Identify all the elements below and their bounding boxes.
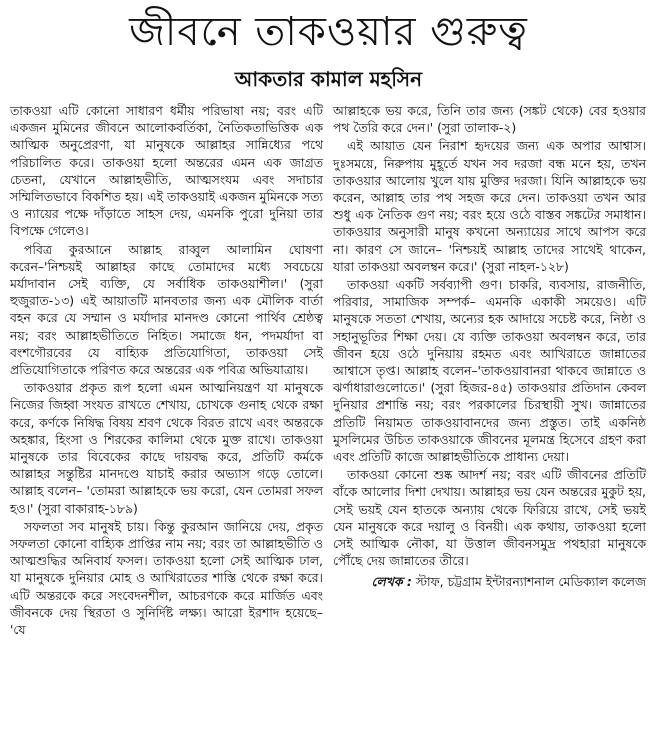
paragraph: তাকওয়া এটি কোনো সাধারণ ধর্মীয় পরিভাষা নয়; বরং এটি একজন মুমিনের জীবনে আলোকবর্তিকা, নৈতিকতাভিত্তিক এক আত্মিক অনুপ্রেরণা, যা মানুষকে আল্লাহর সান্নিধ্যের পথে পরিচালিত করে। তাকওয়া হলো অন্তরের এমন এক জাগ্রত চেতনা, যেখানে আল্লাহভীতি, আত্মসংযম এবং সদাচার সম্মিলিতভাবে বিকশিত হয়। এই তাকওয়াই একজন মুমিনকে সত্য ও ন্যায়ের পক্ষে দাঁড়াতে সাহস দেয়, এমনকি পুরো দুনিয়া তার বিপক্ষে গেলেও। (10, 103, 323, 239)
paragraph: আল্লাহকে ভয় করে, তিনি তার জন্য (সঙ্কট থেকে) বের হওয়ার পথ তৈরি করে দেন।' (সুরা তালাক-২) (333, 103, 646, 136)
paragraph: এই আয়াত যেন নিরাশ হৃদয়ের জন্য এক অপার আশ্বাস। দুঃসময়ে, নিরুপায় মুহূর্তে যখন সব দরজা বন্ধ মনে হয়, তখন তাকওয়ার আলোয় খুলে যায় মুক্তির দরজা। যিনি আল্লাহকে ভয় করেন, আল্লাহ তার পথ সহজ করে দেন। তাকওয়া তখন আর শুধু এক নৈতিক গুণ নয়; বরং হয়ে ওঠে বাস্তব সঙ্কটের সমাধান। তাকওয়ার অনুসারী মানুষ কখনো অন্যায়ের সাথে আপস করে না। কারণ সে জানে– 'নিশ্চয়ই আল্লাহ তাদের সাথেই থাকেন, যারা তাকওয়া অবলম্বন করে।' (সুরা নাহল-১২৮) (333, 138, 646, 274)
paragraph: তাকওয়া কোনো শুষ্ক আদর্শ নয়; বরং এটি জীবনের প্রতিটি বাঁকে আলোর দিশা দেখায়। আল্লাহর ভয় যেন অন্তরের মুকুট হয়, সেই ভয়ই যেন হাতকে অন্যায় থেকে ফিরিয়ে রাখে, সেই ভয়ই যেন মানুষকে করে দয়ালু ও বিনয়ী। এক কথায়, তাকওয়া হলো সেই আত্মিক নৌকা, যা উত্তাল জীবনসমুদ্র পথহারা মানুষকে পৌঁছে দেয় জান্নাতের তীরে। (333, 467, 646, 569)
paragraph: তাকওয়ার প্রকৃত রূপ হলো এমন আত্মনিয়ন্ত্রণ যা মানুষকে নিজের জিহ্বা সংযত রাখতে শেখায়, চোখকে গুনাহ থেকে রক্ষা করে, কর্ণকে নিষিদ্ধ বিষয় শ্রবণ থেকে বিরত রাখে এবং অন্তরকে অহঙ্কার, হিংসা ও শিরকের কালিমা থেকে মুক্ত রাখে। তাকওয়া মানুষকে তার বিবেকের কাছে দায়বদ্ধ করে, প্রতিটি কর্মকে আল্লাহর সন্তুষ্টির মানদণ্ডে যাচাই করার অভ্যাস গড়ে তোলে। আল্লাহ বলেন– 'তোমরা আল্লাহকে ভয় করো, যেন তোমরা সফল হও।' (সুরা বাকারাহ-১৮৯) (10, 380, 323, 516)
author-credit (333, 573, 646, 590)
right-column (333, 102, 646, 638)
article-title: জীবনে তাকওয়ার গুরুত্ব (129, 9, 528, 55)
paragraph: পবিত্র কুরআনে আল্লাহ রাব্বুল আলামিন ঘোষণা করেন–'নিশ্চয়ই আল্লাহর কাছে তোমাদের মধ্যে সবচেয়ে মর্যাদাবান সেই ব্যক্তি, যে সর্বাধিক তাকওয়াশীল।' (সুরা হুজুরাত-১৩) এই আয়াতটি মানবতার জন্য এক মৌলিক বার্তা বহন করে যে সম্মান ও মর্যাদার মানদণ্ড কোনো পার্থিব শ্রেষ্ঠত্ব নয়; বরং আল্লাহভীতিতে নিহিত। সমাজে ধন, পদমর্যাদা বা বংশগৌরবের যে বাহ্যিক প্রতিযোগিতা, তাকওয়া সেই প্রতিযোগিতাকে পরিণত করে অন্তরের এক পবিত্র অভিযাত্রায়। (10, 241, 323, 378)
paragraph: তাকওয়া একটি সর্বব্যাপী গুণ। চাকরি, ব্যবসায়, রাজনীতি, পরিবার, সামাজিক সম্পর্ক– এমনকি একাকী সময়েও। এটি মানুষকে সততা শেখায়, অন্যের হক আদায়ে সচেষ্ট করে, নিষ্ঠা ও সহানুভূতির শিক্ষা দেয়। যে ব্যক্তি তাকওয়া অবলম্বন করে, তার জীবন হয়ে ওঠে দুনিয়ায় রহমত এবং আখিরাতে জান্নাতের আশ্বাসে তৃপ্ত। আল্লাহ বলেন–'তাকওয়াবানরা থাকবে জান্নাতে ও ঝর্ণাধারাগুলোতে।' (সুরা হিজর-৪৫) তাকওয়ার প্রতিদান কেবল দুনিয়ার প্রশান্তি নয়; বরং পরকালের চিরস্থায়ী সুখ। জান্নাতের প্রতিটি নিয়ামত তাকওয়াবানদের জন্য প্রস্তুত। তাই একনিষ্ঠ মুসলিমের উচিত তাকওয়াকে জীবনের মূলমন্ত্র হিসেবে গ্রহণ করা এবং প্রতিটি কাজে আল্লাহভীতিকে প্রাধান্য দেয়া। (333, 277, 646, 465)
credit-text: স্টাফ, চট্টগ্রাম ইন্টারন্যাশনাল মেডিক্যাল কলেজ (415, 574, 646, 590)
credit-label: লেখক : (371, 574, 412, 590)
author-byline: আকতার কামাল মহসিন (234, 67, 423, 91)
article-body (10, 102, 647, 638)
paragraph: সফলতা সব মানুষই চায়। কিন্তু কুরআন জানিয়ে দেয়, প্রকৃত সফলতা কোনো বাহ্যিক প্রাপ্তির নাম নয়; বরং তা আল্লাহভীতি ও আত্মশুদ্ধির অনিবার্য ফসল। তাকওয়া হলো সেই আত্মিক ঢাল, যা মানুষকে দুনিয়ার মোহ ও আখিরাতের শাস্তি থেকে রক্ষা করে। এটি অন্তরকে করে সংবেদনশীল, আচরণকে করে মার্জিত এবং জীবনকে দেয় স্থিরতা ও সুনির্দিষ্ট লক্ষ্য। আরো ইরশাদ হয়েছে– 'যে (10, 518, 323, 638)
left-column (10, 102, 323, 638)
